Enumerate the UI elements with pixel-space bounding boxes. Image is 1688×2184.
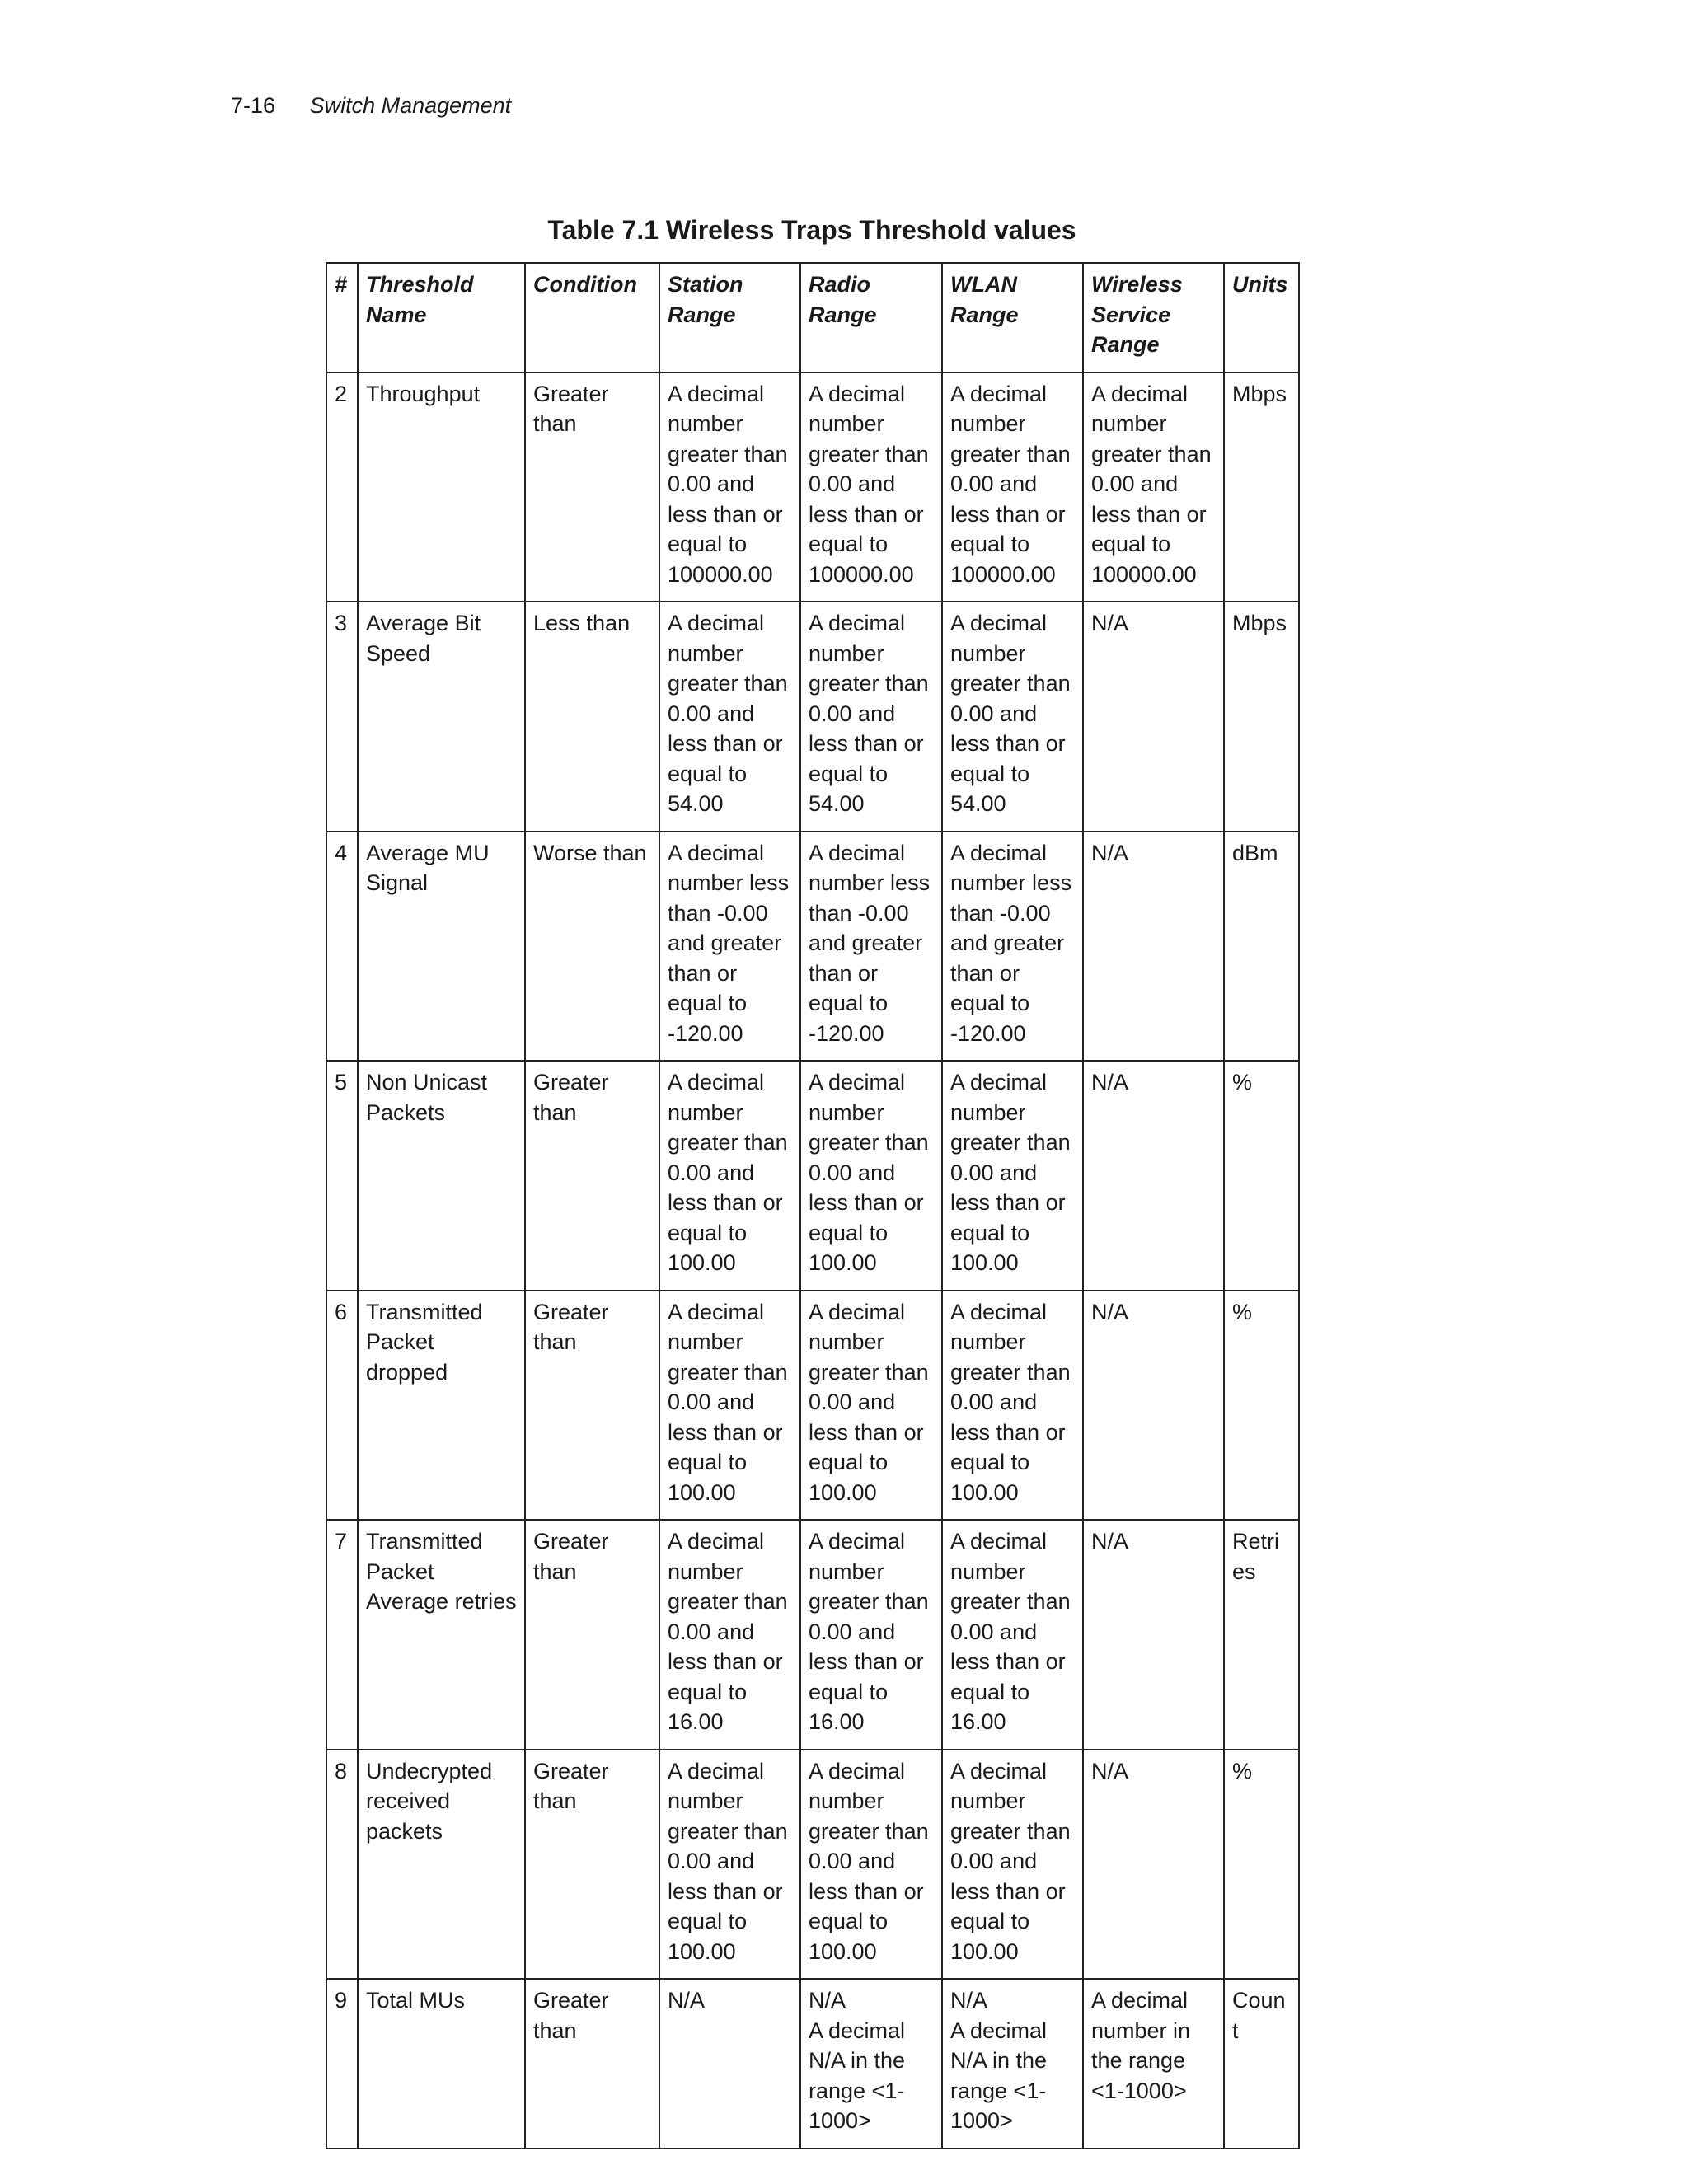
page-number: 7-16 [231,93,276,118]
cell-radio-range: A decimal number greater than 0.00 and less than or equal to 54.00 [800,602,942,832]
cell-threshold-name: Transmitted Packet Average retries [358,1520,525,1750]
cell-station-range: N/A [659,1979,800,2149]
cell-station-range: A decimal number greater than 0.00 and less than or equal to 100.00 [659,1750,800,1980]
page-header [231,91,511,120]
cell-station-range: A decimal number greater than 0.00 and less than or equal to 100.00 [659,1291,800,1521]
cell-threshold-name: Non Unicast Packets [358,1061,525,1291]
cell-wireless-service-range: N/A [1083,832,1224,1062]
cell-units: Count [1224,1979,1299,2149]
cell-wireless-service-range: N/A [1083,602,1224,832]
table-row [326,1750,1299,1980]
table-row [326,602,1299,832]
cell-condition: Greater than [525,1291,659,1521]
cell-threshold-name: Average MU Signal [358,832,525,1062]
table-row [326,1520,1299,1750]
table-row [326,1979,1299,2149]
section-title: Switch Management [309,93,512,118]
cell-station-range: A decimal number less than -0.00 and greater than or equal to -120.00 [659,832,800,1062]
cell-wlan-range: A decimal number greater than 0.00 and less than or equal to 54.00 [942,602,1083,832]
cell-number: 9 [326,1979,358,2149]
table-header-row [326,263,1299,373]
cell-threshold-name: Average Bit Speed [358,602,525,832]
table-caption: Table 7.1 Wireless Traps Threshold values [547,215,1076,245]
cell-radio-range: A decimal number greater than 0.00 and less than or equal to 16.00 [800,1520,942,1750]
column-header-station-range: Station Range [659,263,800,373]
cell-threshold-name: Undecrypted received packets [358,1750,525,1980]
cell-wlan-range: A decimal number less than -0.00 and greater than or equal to -120.00 [942,832,1083,1062]
cell-wlan-range: A decimal number greater than 0.00 and less than or equal to 16.00 [942,1520,1083,1750]
cell-wireless-service-range: N/A [1083,1520,1224,1750]
cell-condition: Less than [525,602,659,832]
cell-wlan-range-extra: A decimal N/A in the range <1-1000> [950,2018,1048,2133]
cell-threshold-name: Throughput [358,373,525,602]
cell-threshold-name: Transmitted Packet dropped [358,1291,525,1521]
cell-wireless-service-range: A decimal number in the range <1-1000> [1083,1979,1224,2149]
cell-units: Mbps [1224,373,1299,602]
cell-radio-range-extra: A decimal N/A in the range <1-1000> [809,2018,906,2133]
column-header-wlan-range: WLAN Range [942,263,1083,373]
cell-units: % [1224,1750,1299,1980]
cell-units: Mbps [1224,602,1299,832]
cell-wireless-service-range: N/A [1083,1291,1224,1521]
cell-station-range: A decimal number greater than 0.00 and less than or equal to 54.00 [659,602,800,832]
cell-wireless-service-range: N/A [1083,1061,1224,1291]
column-header-threshold-name: Threshold Name [358,263,525,373]
cell-radio-range-value: N/A [809,1988,846,2013]
cell-radio-range: A decimal number less than -0.00 and greater than or equal to -120.00 [800,832,942,1062]
cell-number: 4 [326,832,358,1062]
cell-wireless-service-range: A decimal number greater than 0.00 and less than or equal to 100000.00 [1083,373,1224,602]
cell-radio-range [800,1979,942,2149]
cell-station-range: A decimal number greater than 0.00 and less than or equal to 100000.00 [659,373,800,602]
cell-wlan-range: A decimal number greater than 0.00 and less than or equal to 100.00 [942,1291,1083,1521]
cell-condition: Greater than [525,1979,659,2149]
cell-units: % [1224,1061,1299,1291]
cell-number: 3 [326,602,358,832]
cell-station-range: A decimal number greater than 0.00 and less than or equal to 16.00 [659,1520,800,1750]
column-header-number: # [326,263,358,373]
cell-condition: Greater than [525,373,659,602]
cell-condition: Greater than [525,1061,659,1291]
cell-number: 8 [326,1750,358,1980]
cell-units: % [1224,1291,1299,1521]
cell-wlan-range-value: N/A [950,1988,988,2013]
table-row [326,1291,1299,1521]
cell-number: 6 [326,1291,358,1521]
column-header-wireless-service-range: Wireless Service Range [1083,263,1224,373]
cell-wlan-range: A decimal number greater than 0.00 and less than or equal to 100000.00 [942,373,1083,602]
cell-radio-range: A decimal number greater than 0.00 and less than or equal to 100.00 [800,1291,942,1521]
column-header-units: Units [1224,263,1299,373]
cell-wlan-range: A decimal number greater than 0.00 and less than or equal to 100.00 [942,1061,1083,1291]
table-row [326,832,1299,1062]
table-row [326,373,1299,602]
cell-condition: Worse than [525,832,659,1062]
cell-units: Retries [1224,1520,1299,1750]
cell-radio-range: A decimal number greater than 0.00 and less than or equal to 100.00 [800,1061,942,1291]
column-header-radio-range: Radio Range [800,263,942,373]
cell-condition: Greater than [525,1750,659,1980]
threshold-table [326,262,1300,2149]
cell-condition: Greater than [525,1520,659,1750]
cell-wireless-service-range: N/A [1083,1750,1224,1980]
cell-radio-range: A decimal number greater than 0.00 and less than or equal to 100.00 [800,1750,942,1980]
cell-number: 5 [326,1061,358,1291]
column-header-condition: Condition [525,263,659,373]
table-row [326,1061,1299,1291]
cell-wlan-range [942,1979,1083,2149]
cell-number: 7 [326,1520,358,1750]
cell-units: dBm [1224,832,1299,1062]
cell-number: 2 [326,373,358,602]
cell-threshold-name: Total MUs [358,1979,525,2149]
cell-station-range: A decimal number greater than 0.00 and less than or equal to 100.00 [659,1061,800,1291]
cell-wlan-range: A decimal number greater than 0.00 and less than or equal to 100.00 [942,1750,1083,1980]
cell-radio-range: A decimal number greater than 0.00 and less than or equal to 100000.00 [800,373,942,602]
